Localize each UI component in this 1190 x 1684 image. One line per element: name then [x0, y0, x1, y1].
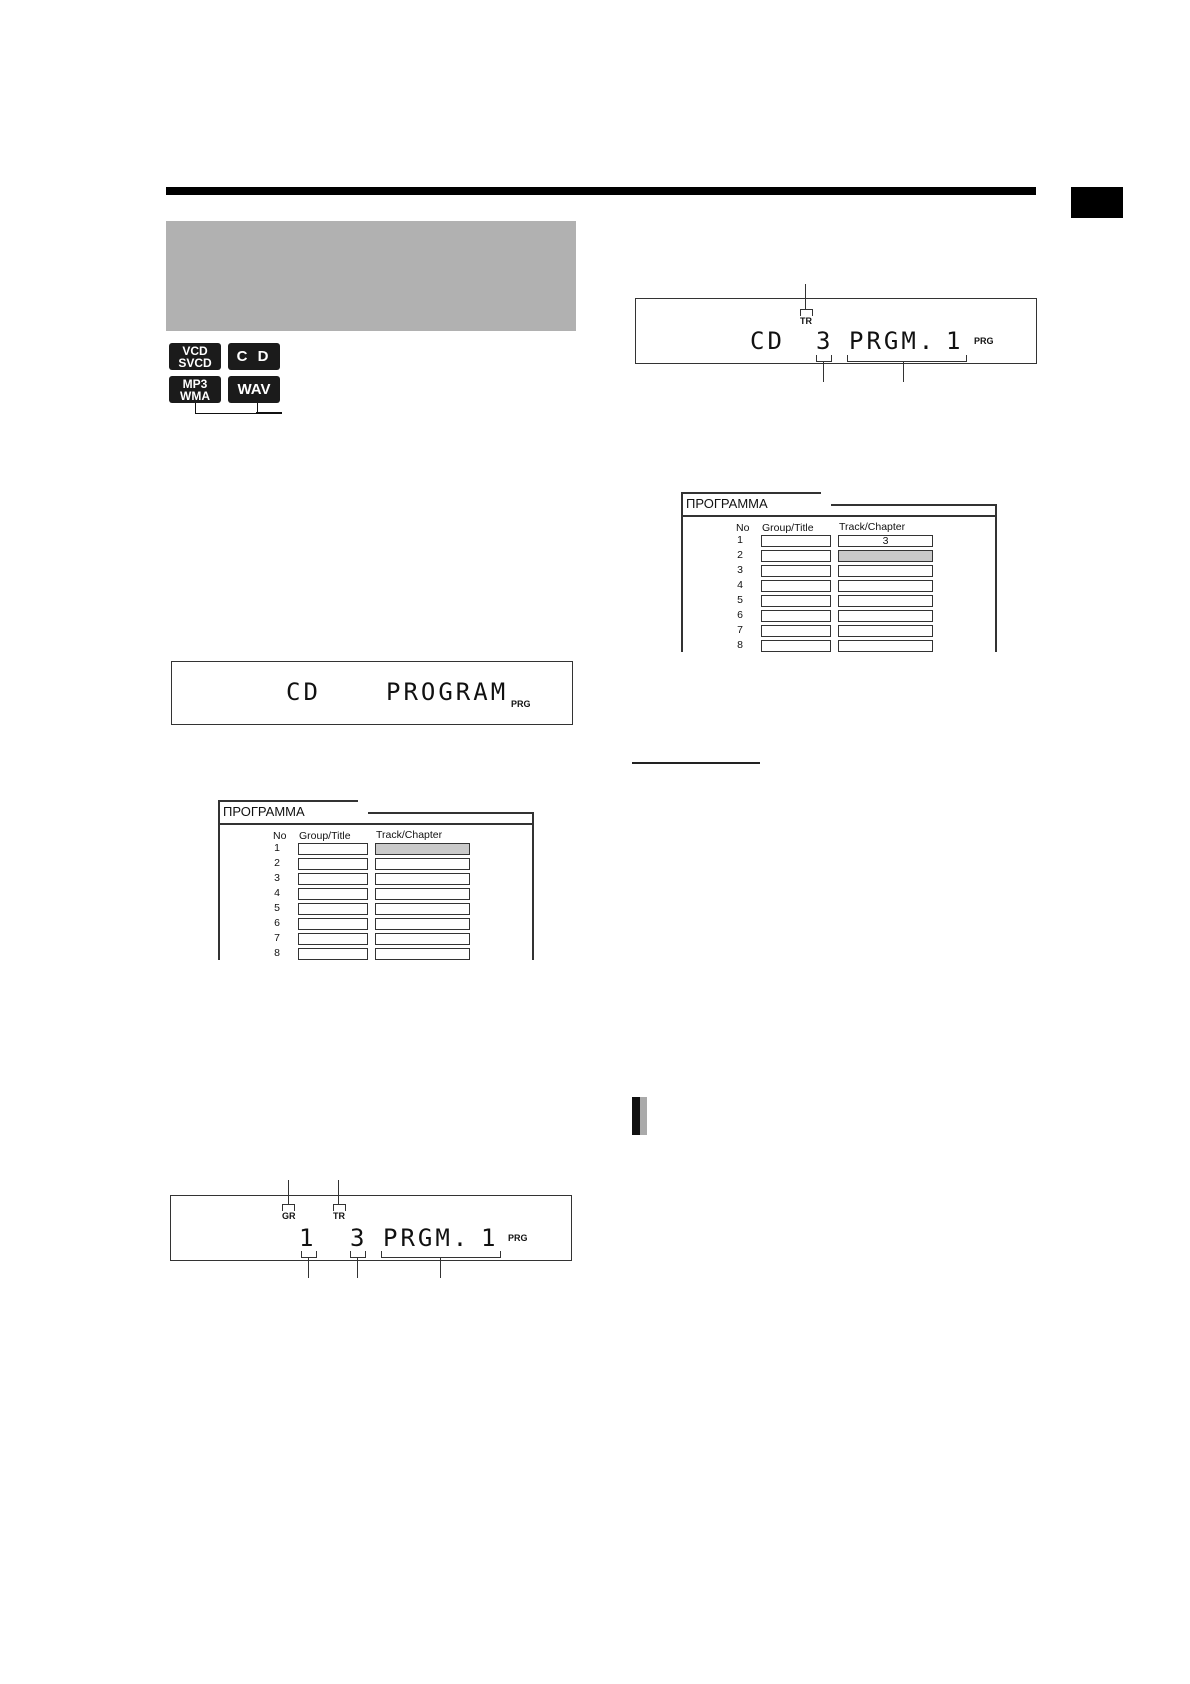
track-chapter-cell[interactable] [838, 565, 933, 577]
display-step-number: 1 [946, 327, 964, 355]
display-prgm: PRGM. [849, 327, 937, 355]
track-chapter-cell[interactable] [838, 550, 933, 562]
row-number: 1 [274, 842, 280, 854]
row-number: 3 [737, 564, 743, 576]
track-chapter-cell[interactable] [375, 843, 470, 855]
note-heading-underline [632, 762, 760, 764]
badge-cd-label: C D [236, 348, 272, 365]
track-chapter-cell[interactable] [838, 595, 933, 607]
group-title-cell[interactable] [298, 948, 368, 960]
display-track-number: 3 [816, 327, 834, 355]
group-title-cell[interactable] [761, 550, 831, 562]
tr-pointer [805, 284, 806, 309]
row-number: 8 [737, 639, 743, 651]
program-title: ПРОГРАММА [223, 804, 305, 819]
display-step-number: 1 [481, 1224, 499, 1252]
tr-pointer [338, 1180, 339, 1204]
display-cd-step [635, 298, 1037, 364]
track-chapter-cell[interactable] [838, 640, 933, 652]
group-title-cell[interactable] [298, 858, 368, 870]
display-program [171, 661, 573, 725]
group-title-cell[interactable] [761, 610, 831, 622]
program-tab-top [218, 800, 358, 802]
section-heading-box [166, 221, 576, 331]
badge-bracket [195, 403, 258, 414]
track-pointer [823, 361, 824, 382]
tr-label: TR [800, 316, 812, 326]
track-chapter-cell[interactable] [375, 903, 470, 915]
row-number: 3 [274, 872, 280, 884]
row-number: 7 [737, 624, 743, 636]
track-chapter-cell[interactable] [375, 948, 470, 960]
track-chapter-cell[interactable] [375, 858, 470, 870]
gr-bracket [282, 1204, 295, 1211]
program-table-right [681, 492, 997, 652]
gr-label: GR [282, 1211, 296, 1221]
track-chapter-cell[interactable] [838, 580, 933, 592]
track-chapter-cell[interactable] [838, 625, 933, 637]
row-number: 6 [737, 609, 743, 621]
track-pointer [357, 1257, 358, 1278]
program-frame-top [831, 504, 997, 506]
track-chapter-cell[interactable] [375, 873, 470, 885]
section-side-marker [632, 1097, 647, 1135]
prg-indicator: PRG [508, 1233, 528, 1243]
badge-mp3-line2: WMA [180, 388, 210, 403]
program-tab-top [681, 492, 821, 494]
group-pointer [308, 1257, 309, 1278]
program-table-left [218, 800, 534, 960]
group-title-cell[interactable] [761, 640, 831, 652]
tr-label: TR [333, 1211, 345, 1221]
track-chapter-cell[interactable]: 3 [838, 535, 933, 547]
display-source: CD [750, 327, 785, 355]
display-prgm: PRGM. [383, 1224, 471, 1252]
group-title-cell[interactable] [761, 580, 831, 592]
vcd-svcd-badge [169, 343, 221, 370]
row-number: 5 [737, 594, 743, 606]
row-number: 5 [274, 902, 280, 914]
display-mp3-step [170, 1195, 572, 1261]
row-number: 6 [274, 917, 280, 929]
program-frame-top [368, 812, 534, 814]
prg-indicator: PRG [511, 699, 531, 709]
group-title-cell[interactable] [298, 933, 368, 945]
track-chapter-cell[interactable] [375, 888, 470, 900]
program-tab-divider [681, 515, 997, 517]
row-number: 4 [274, 887, 280, 899]
row-number: 2 [274, 857, 280, 869]
section-tab [1071, 187, 1123, 218]
badge-mp3-line1: MP3 [182, 376, 208, 391]
tr-bracket [800, 309, 813, 316]
mp3-wma-badge [169, 376, 221, 403]
row-number: 4 [737, 579, 743, 591]
program-frame-right [532, 812, 534, 960]
row-number: 1 [737, 534, 743, 546]
col-group-title: Group/Title [299, 830, 351, 842]
col-no: No [736, 522, 750, 534]
group-title-cell[interactable] [298, 888, 368, 900]
program-title: ПРОГРАММА [686, 496, 768, 511]
prg-indicator: PRG [974, 336, 994, 346]
track-chapter-cell[interactable] [838, 610, 933, 622]
program-tab-divider [218, 823, 534, 825]
group-title-cell[interactable] [761, 565, 831, 577]
display-track-number: 3 [350, 1224, 368, 1252]
col-track-chapter: Track/Chapter [839, 521, 906, 533]
program-frame-right [995, 504, 997, 652]
wav-badge [228, 376, 280, 403]
gr-pointer [288, 1180, 289, 1204]
prgm-pointer [903, 361, 904, 382]
group-title-cell[interactable] [298, 873, 368, 885]
row-number: 8 [274, 947, 280, 959]
tr-bracket [333, 1204, 346, 1211]
group-title-cell[interactable] [298, 903, 368, 915]
prgm-bracket [847, 355, 967, 362]
badge-wav-label: WAV [237, 381, 271, 398]
display-group-number: 1 [299, 1224, 317, 1252]
group-title-cell[interactable] [761, 625, 831, 637]
cd-badge [228, 343, 280, 370]
group-title-cell[interactable] [761, 595, 831, 607]
group-title-cell[interactable] [298, 843, 368, 855]
col-group-title: Group/Title [762, 522, 814, 534]
display-source: CD [286, 678, 321, 706]
display-text: PROGRAM [386, 678, 509, 706]
track-chapter-cell[interactable] [375, 918, 470, 930]
row-number: 7 [274, 932, 280, 944]
col-no: No [273, 830, 287, 842]
group-title-cell[interactable] [298, 918, 368, 930]
col-track-chapter: Track/Chapter [376, 829, 443, 841]
track-chapter-cell[interactable] [375, 933, 470, 945]
prgm-pointer [440, 1257, 441, 1278]
top-rule [166, 187, 1036, 195]
group-title-cell[interactable] [761, 535, 831, 547]
row-number: 2 [737, 549, 743, 561]
badge-bracket-tail [256, 412, 282, 414]
badge-vcd-line1: VCD [182, 343, 208, 358]
badge-vcd-line2: SVCD [178, 355, 212, 370]
